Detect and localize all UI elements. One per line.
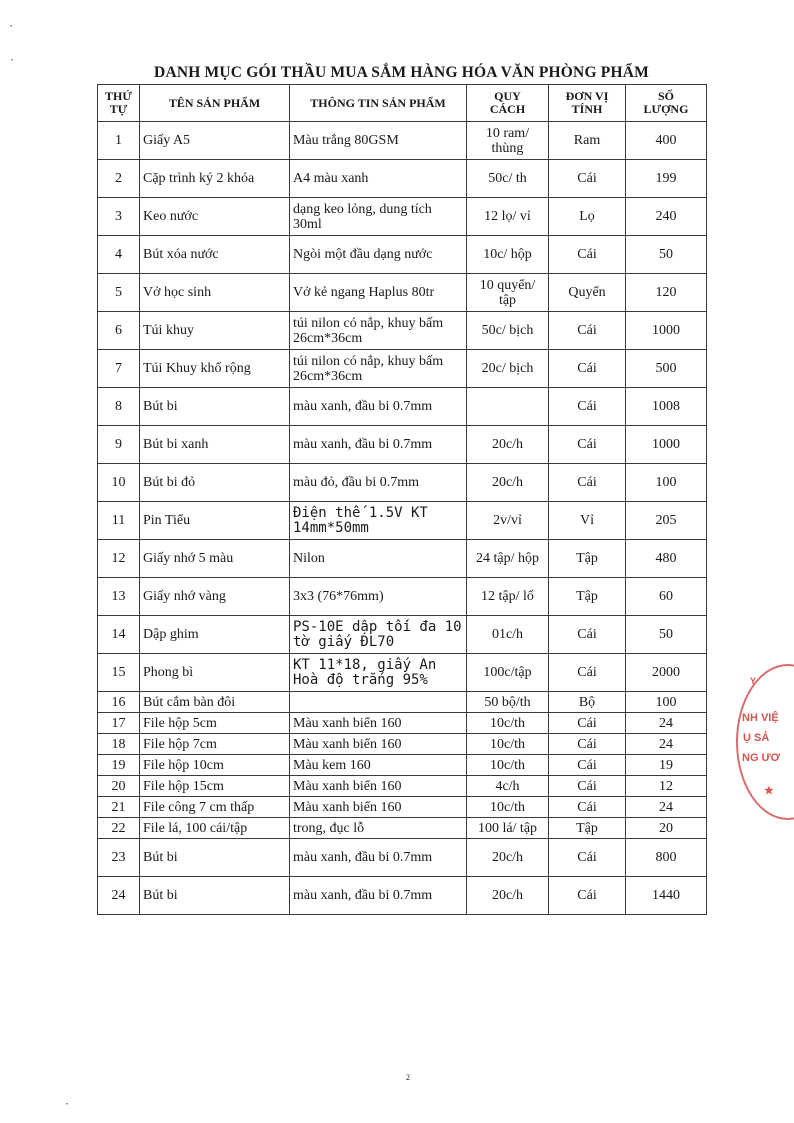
quantity-cell: 1000	[626, 312, 707, 350]
table-row	[98, 797, 707, 818]
official-seal-stamp: Y NH VIỆ Ụ SẢ NG ƯƠ ★	[736, 664, 794, 820]
unit-cell: Bộ	[549, 692, 626, 713]
product-name-cell: Dập ghim	[140, 616, 290, 654]
unit-cell: Cái	[549, 877, 626, 915]
row-number-cell: 14	[98, 616, 140, 654]
packaging-spec-cell: 100 lá/ tập	[467, 818, 549, 839]
quantity-cell: 240	[626, 198, 707, 236]
product-name-cell: Phong bì	[140, 654, 290, 692]
quantity-cell: 60	[626, 578, 707, 616]
scan-speck: •	[11, 58, 14, 64]
packaging-spec-cell: 20c/h	[467, 877, 549, 915]
product-name-cell: File hộp 7cm	[140, 734, 290, 755]
product-name-cell: File hộp 5cm	[140, 713, 290, 734]
product-info-cell: Ngòi một đầu dạng nước	[290, 236, 467, 274]
document-title: DANH MỤC GÓI THẦU MUA SẮM HÀNG HÓA VĂN PHÒNG PHẨM	[154, 64, 649, 81]
product-name-cell: File hộp 15cm	[140, 776, 290, 797]
packaging-spec-cell: 01c/h	[467, 616, 549, 654]
table-row	[98, 877, 707, 915]
quantity-cell: 2000	[626, 654, 707, 692]
header-info: THÔNG TIN SẢN PHẨM	[290, 85, 467, 122]
table-row	[98, 839, 707, 877]
table-row	[98, 426, 707, 464]
product-name-cell: Cặp trình ký 2 khóa	[140, 160, 290, 198]
product-name-cell: File hộp 10cm	[140, 755, 290, 776]
product-info-cell: màu xanh, đầu bi 0.7mm	[290, 839, 467, 877]
header-unit: ĐƠN VỊ TÍNH	[549, 85, 626, 122]
table-row	[98, 713, 707, 734]
row-number-cell: 19	[98, 755, 140, 776]
packaging-spec-cell: 50c/ bịch	[467, 312, 549, 350]
packaging-spec-cell: 10c/th	[467, 713, 549, 734]
product-info-cell: Điện thế 1.5V KT 14mm*50mm	[290, 502, 467, 540]
unit-cell: Tập	[549, 578, 626, 616]
table-row	[98, 578, 707, 616]
header-name: TÊN SẢN PHẨM	[140, 85, 290, 122]
table-row	[98, 755, 707, 776]
product-info-cell: Màu xanh biển 160	[290, 776, 467, 797]
product-name-cell: Bút bi	[140, 839, 290, 877]
row-number-cell: 11	[98, 502, 140, 540]
product-info-cell: dạng keo lỏng, dung tích 30ml	[290, 198, 467, 236]
row-number-cell: 7	[98, 350, 140, 388]
product-name-cell: Bút bi xanh	[140, 426, 290, 464]
product-info-cell: màu đỏ, đầu bi 0.7mm	[290, 464, 467, 502]
row-number-cell: 4	[98, 236, 140, 274]
row-number-cell: 2	[98, 160, 140, 198]
product-info-cell	[290, 692, 467, 713]
row-number-cell: 13	[98, 578, 140, 616]
product-info-cell: KT 11*18, giấy An Hoà độ trắng 95%	[290, 654, 467, 692]
packaging-spec-cell: 10c/th	[467, 797, 549, 818]
row-number-cell: 12	[98, 540, 140, 578]
packaging-spec-cell: 10 quyển/ tập	[467, 274, 549, 312]
product-name-cell: Giấy nhớ vàng	[140, 578, 290, 616]
product-name-cell: File công 7 cm thấp	[140, 797, 290, 818]
table-row	[98, 198, 707, 236]
product-name-cell: File lá, 100 cái/tập	[140, 818, 290, 839]
packaging-spec-cell: 4c/h	[467, 776, 549, 797]
quantity-cell: 24	[626, 734, 707, 755]
row-number-cell: 15	[98, 654, 140, 692]
table-row	[98, 274, 707, 312]
unit-cell: Cái	[549, 755, 626, 776]
product-name-cell: Giấy nhớ 5 màu	[140, 540, 290, 578]
header-qty: SỐ LƯỢNG	[626, 85, 707, 122]
product-name-cell: Bút bi	[140, 877, 290, 915]
unit-cell: Cái	[549, 350, 626, 388]
row-number-cell: 22	[98, 818, 140, 839]
unit-cell: Cái	[549, 713, 626, 734]
packaging-spec-cell: 10 ram/ thùng	[467, 122, 549, 160]
unit-cell: Cái	[549, 160, 626, 198]
product-name-cell: Túi Khuy khổ rộng	[140, 350, 290, 388]
table-row	[98, 540, 707, 578]
product-name-cell: Túi khuy	[140, 312, 290, 350]
packaging-spec-cell: 20c/h	[467, 464, 549, 502]
quantity-cell: 400	[626, 122, 707, 160]
unit-cell: Cái	[549, 464, 626, 502]
product-info-cell: màu xanh, đầu bi 0.7mm	[290, 426, 467, 464]
unit-cell: Cái	[549, 654, 626, 692]
product-name-cell: Pin Tiểu	[140, 502, 290, 540]
packaging-spec-cell: 24 tập/ hộp	[467, 540, 549, 578]
row-number-cell: 16	[98, 692, 140, 713]
unit-cell: Cái	[549, 776, 626, 797]
unit-cell: Cái	[549, 388, 626, 426]
packaging-spec-cell: 50 bộ/th	[467, 692, 549, 713]
unit-cell: Quyển	[549, 274, 626, 312]
table-row	[98, 160, 707, 198]
quantity-cell: 100	[626, 692, 707, 713]
product-info-cell: PS-10E dập tối đa 10 tờ giấy ĐL70	[290, 616, 467, 654]
quantity-cell: 1008	[626, 388, 707, 426]
table-body	[98, 122, 707, 915]
unit-cell: Cái	[549, 616, 626, 654]
table-row	[98, 236, 707, 274]
quantity-cell: 500	[626, 350, 707, 388]
table-row	[98, 350, 707, 388]
quantity-cell: 120	[626, 274, 707, 312]
quantity-cell: 1000	[626, 426, 707, 464]
row-number-cell: 5	[98, 274, 140, 312]
unit-cell: Ram	[549, 122, 626, 160]
row-number-cell: 9	[98, 426, 140, 464]
packaging-spec-cell: 20c/h	[467, 426, 549, 464]
table-row	[98, 776, 707, 797]
table-row	[98, 654, 707, 692]
unit-cell: Tập	[549, 540, 626, 578]
product-info-cell: màu xanh, đầu bi 0.7mm	[290, 388, 467, 426]
table-row	[98, 312, 707, 350]
product-name-cell: Bút cắm bàn đôi	[140, 692, 290, 713]
table-row	[98, 502, 707, 540]
unit-cell: Tập	[549, 818, 626, 839]
product-info-cell: Màu xanh biển 160	[290, 734, 467, 755]
product-info-cell: Màu trắng 80GSM	[290, 122, 467, 160]
quantity-cell: 205	[626, 502, 707, 540]
unit-cell: Cái	[549, 839, 626, 877]
table-row	[98, 818, 707, 839]
row-number-cell: 17	[98, 713, 140, 734]
quantity-cell: 50	[626, 236, 707, 274]
product-info-cell: túi nilon có nắp, khuy bấm 26cm*36cm	[290, 350, 467, 388]
quantity-cell: 12	[626, 776, 707, 797]
packaging-spec-cell: 20c/ bịch	[467, 350, 549, 388]
unit-cell: Vỉ	[549, 502, 626, 540]
product-info-cell: Vở kẻ ngang Haplus 80tr	[290, 274, 467, 312]
row-number-cell: 20	[98, 776, 140, 797]
quantity-cell: 199	[626, 160, 707, 198]
scan-speck: •	[66, 1102, 69, 1108]
table-row	[98, 464, 707, 502]
unit-cell: Cái	[549, 236, 626, 274]
product-name-cell: Bút bi	[140, 388, 290, 426]
product-name-cell: Bút bi đỏ	[140, 464, 290, 502]
packaging-spec-cell: 20c/h	[467, 839, 549, 877]
row-number-cell: 10	[98, 464, 140, 502]
quantity-cell: 1440	[626, 877, 707, 915]
product-catalog-table	[97, 84, 707, 915]
quantity-cell: 100	[626, 464, 707, 502]
table-row	[98, 388, 707, 426]
quantity-cell: 800	[626, 839, 707, 877]
header-spec: QUY CÁCH	[467, 85, 549, 122]
page-number: 2	[406, 1073, 410, 1082]
packaging-spec-cell: 10c/ hộp	[467, 236, 549, 274]
product-name-cell: Keo nước	[140, 198, 290, 236]
product-info-cell: A4 màu xanh	[290, 160, 467, 198]
product-info-cell: Màu xanh biển 160	[290, 797, 467, 818]
packaging-spec-cell: 12 lọ/ vỉ	[467, 198, 549, 236]
table-row	[98, 734, 707, 755]
product-name-cell: Bút xóa nước	[140, 236, 290, 274]
product-info-cell: Màu kem 160	[290, 755, 467, 776]
product-info-cell: 3x3 (76*76mm)	[290, 578, 467, 616]
row-number-cell: 6	[98, 312, 140, 350]
row-number-cell: 21	[98, 797, 140, 818]
packaging-spec-cell	[467, 388, 549, 426]
product-name-cell: Giấy A5	[140, 122, 290, 160]
row-number-cell: 24	[98, 877, 140, 915]
packaging-spec-cell: 100c/tập	[467, 654, 549, 692]
product-name-cell: Vở học sinh	[140, 274, 290, 312]
star-icon: ★	[764, 785, 774, 797]
quantity-cell: 24	[626, 713, 707, 734]
table-header-row	[98, 85, 707, 122]
row-number-cell: 1	[98, 122, 140, 160]
quantity-cell: 24	[626, 797, 707, 818]
packaging-spec-cell: 2v/vỉ	[467, 502, 549, 540]
row-number-cell: 3	[98, 198, 140, 236]
product-info-cell: Nilon	[290, 540, 467, 578]
quantity-cell: 480	[626, 540, 707, 578]
table-row	[98, 692, 707, 713]
packaging-spec-cell: 10c/th	[467, 755, 549, 776]
row-number-cell: 23	[98, 839, 140, 877]
quantity-cell: 20	[626, 818, 707, 839]
row-number-cell: 8	[98, 388, 140, 426]
unit-cell: Cái	[549, 734, 626, 755]
quantity-cell: 19	[626, 755, 707, 776]
unit-cell: Cái	[549, 797, 626, 818]
packaging-spec-cell: 10c/th	[467, 734, 549, 755]
header-stt: THỨ TỰ	[98, 85, 140, 122]
packaging-spec-cell: 50c/ th	[467, 160, 549, 198]
row-number-cell: 18	[98, 734, 140, 755]
product-info-cell: túi nilon có nắp, khuy bấm 26cm*36cm	[290, 312, 467, 350]
product-info-cell: trong, đục lỗ	[290, 818, 467, 839]
packaging-spec-cell: 12 tập/ lố	[467, 578, 549, 616]
unit-cell: Cái	[549, 312, 626, 350]
table-row	[98, 122, 707, 160]
unit-cell: Lọ	[549, 198, 626, 236]
table-row	[98, 616, 707, 654]
product-info-cell: màu xanh, đầu bi 0.7mm	[290, 877, 467, 915]
product-info-cell: Màu xanh biển 160	[290, 713, 467, 734]
quantity-cell: 50	[626, 616, 707, 654]
unit-cell: Cái	[549, 426, 626, 464]
scan-speck: •	[10, 24, 13, 30]
